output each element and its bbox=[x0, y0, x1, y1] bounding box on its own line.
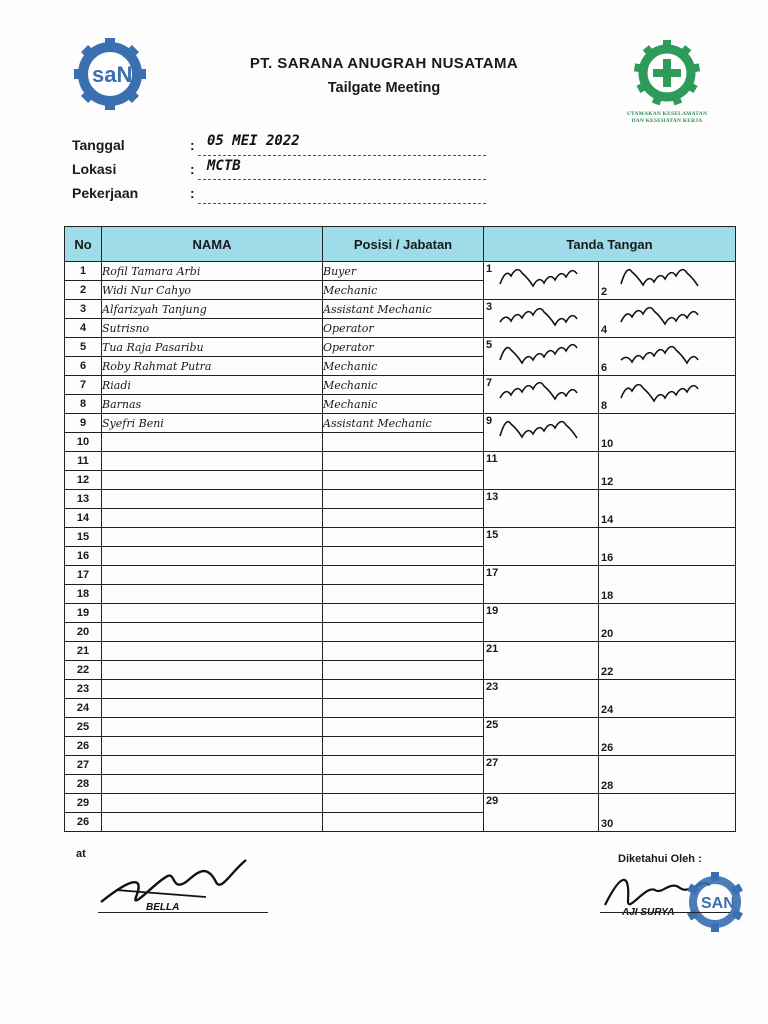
table-row bbox=[65, 604, 736, 623]
row-posisi bbox=[323, 775, 484, 794]
signature-number: 22 bbox=[601, 666, 614, 678]
row-number: 8 bbox=[65, 395, 102, 414]
row-posisi: Operator bbox=[323, 319, 484, 338]
attendance-table bbox=[64, 226, 736, 832]
signature-number: 16 bbox=[601, 552, 614, 564]
row-number: 7 bbox=[65, 376, 102, 395]
row-nama: Syefri Beni bbox=[102, 414, 323, 433]
signature-number: 25 bbox=[486, 719, 499, 731]
signature-number: 14 bbox=[601, 514, 614, 526]
left-signature-line bbox=[98, 912, 268, 913]
table-row bbox=[65, 414, 736, 433]
signature-number: 8 bbox=[601, 400, 608, 412]
signature-cell-left bbox=[484, 718, 599, 756]
lokasi-label: Lokasi bbox=[72, 161, 117, 177]
signature-cell-right bbox=[599, 566, 736, 604]
signature-cell-left bbox=[484, 642, 599, 680]
signature-number: 1 bbox=[486, 263, 493, 275]
row-nama bbox=[102, 623, 323, 642]
signature-mark bbox=[617, 340, 717, 370]
row-number: 13 bbox=[65, 490, 102, 509]
row-posisi: Assistant Mechanic bbox=[323, 300, 484, 319]
signature-cell-left bbox=[484, 376, 599, 414]
tanggal-label: Tanggal bbox=[72, 137, 125, 153]
stamp-text: SAN bbox=[701, 895, 735, 912]
row-nama bbox=[102, 604, 323, 623]
row-number: 15 bbox=[65, 528, 102, 547]
lokasi-value: MCTB bbox=[207, 158, 241, 174]
row-posisi bbox=[323, 433, 484, 452]
signature-cell-left bbox=[484, 794, 599, 832]
row-posisi bbox=[323, 680, 484, 699]
row-posisi bbox=[323, 737, 484, 756]
signature-number: 6 bbox=[601, 362, 608, 374]
tanggal-line bbox=[198, 155, 486, 156]
company-logo bbox=[74, 38, 170, 110]
pekerjaan-label: Pekerjaan bbox=[72, 185, 139, 201]
signature-number: 17 bbox=[486, 567, 499, 579]
row-posisi bbox=[323, 452, 484, 471]
row-nama: Riadi bbox=[102, 376, 323, 395]
signature-number: 27 bbox=[486, 757, 499, 769]
signature-number: 11 bbox=[486, 453, 498, 465]
signature-cell-right bbox=[599, 604, 736, 642]
left-signer-name: BELLA bbox=[146, 902, 180, 913]
signature-number: 26 bbox=[601, 742, 614, 754]
left-signature bbox=[96, 852, 266, 914]
table-row bbox=[65, 528, 736, 547]
signature-cell-right bbox=[599, 756, 736, 794]
row-posisi bbox=[323, 699, 484, 718]
table-body bbox=[65, 262, 736, 832]
row-posisi: Mechanic bbox=[323, 376, 484, 395]
row-nama: Tua Raja Pasaribu bbox=[102, 338, 323, 357]
row-number: 29 bbox=[65, 794, 102, 813]
signature-cell-left bbox=[484, 414, 599, 452]
row-nama bbox=[102, 433, 323, 452]
signature-cell-right bbox=[599, 680, 736, 718]
signature-mark bbox=[496, 416, 596, 446]
signature-number: 23 bbox=[486, 681, 499, 693]
row-posisi bbox=[323, 528, 484, 547]
table-row bbox=[65, 566, 736, 585]
company-name: PT. SARANA ANUGRAH NUSATAMA bbox=[249, 55, 519, 72]
signature-mark bbox=[617, 264, 717, 294]
table-row bbox=[65, 376, 736, 395]
signature-mark bbox=[617, 302, 717, 332]
row-posisi bbox=[323, 490, 484, 509]
row-posisi bbox=[323, 585, 484, 604]
signature-number: 9 bbox=[486, 415, 493, 427]
signature-cell-left bbox=[484, 262, 599, 300]
row-nama: Sutrisno bbox=[102, 319, 323, 338]
row-nama bbox=[102, 775, 323, 794]
signature-cell-right bbox=[599, 718, 736, 756]
footer-left-label: at bbox=[76, 848, 86, 860]
row-posisi bbox=[323, 604, 484, 623]
row-nama: Widi Nur Cahyo bbox=[102, 281, 323, 300]
header-nama: NAMA bbox=[102, 227, 323, 262]
signature-cell-left bbox=[484, 338, 599, 376]
k3-caption-2: DAN KESEHATAN KERJA bbox=[631, 118, 703, 124]
row-nama bbox=[102, 452, 323, 471]
row-number: 1 bbox=[65, 262, 102, 281]
company-stamp bbox=[687, 872, 743, 932]
row-posisi bbox=[323, 566, 484, 585]
row-nama bbox=[102, 509, 323, 528]
signature-mark bbox=[496, 378, 596, 408]
row-nama: Barnas bbox=[102, 395, 323, 414]
signature-number: 3 bbox=[486, 301, 493, 313]
row-number: 9 bbox=[65, 414, 102, 433]
row-nama bbox=[102, 794, 323, 813]
row-nama bbox=[102, 756, 323, 775]
pekerjaan-line bbox=[198, 203, 486, 204]
row-nama bbox=[102, 661, 323, 680]
signature-number: 19 bbox=[486, 605, 499, 617]
right-signer-name: AJI SURYA bbox=[622, 907, 675, 918]
row-nama: Rofil Tamara Arbi bbox=[102, 262, 323, 281]
signature-cell-right bbox=[599, 528, 736, 566]
row-posisi bbox=[323, 661, 484, 680]
signature-cell-left bbox=[484, 680, 599, 718]
signature-number: 13 bbox=[486, 491, 499, 503]
row-posisi: Buyer bbox=[323, 262, 484, 281]
signature-cell-right bbox=[599, 794, 736, 832]
row-number: 18 bbox=[65, 585, 102, 604]
row-number: 26 bbox=[65, 737, 102, 756]
signature-cell-left bbox=[484, 528, 599, 566]
row-posisi bbox=[323, 623, 484, 642]
signature-mark bbox=[496, 302, 596, 332]
row-posisi bbox=[323, 718, 484, 737]
row-posisi: Mechanic bbox=[323, 357, 484, 376]
signature-cell-right bbox=[599, 642, 736, 680]
row-number: 17 bbox=[65, 566, 102, 585]
row-number: 20 bbox=[65, 623, 102, 642]
document-title: Tailgate Meeting bbox=[327, 80, 441, 96]
signature-number: 5 bbox=[486, 339, 493, 351]
row-number: 24 bbox=[65, 699, 102, 718]
row-number: 16 bbox=[65, 547, 102, 566]
table-row bbox=[65, 490, 736, 509]
row-nama bbox=[102, 471, 323, 490]
right-signature-line bbox=[600, 912, 730, 913]
row-number: 21 bbox=[65, 642, 102, 661]
row-posisi bbox=[323, 642, 484, 661]
table-row bbox=[65, 642, 736, 661]
signature-number: 28 bbox=[601, 780, 614, 792]
lokasi-colon: : bbox=[190, 161, 195, 177]
row-number: 22 bbox=[65, 661, 102, 680]
row-posisi bbox=[323, 756, 484, 775]
header-tanda-tangan: Tanda Tangan bbox=[484, 227, 736, 262]
row-nama bbox=[102, 547, 323, 566]
row-nama bbox=[102, 642, 323, 661]
tanggal-colon: : bbox=[190, 137, 195, 153]
signature-cell-right bbox=[599, 452, 736, 490]
right-signature bbox=[600, 860, 760, 932]
row-number: 10 bbox=[65, 433, 102, 452]
signature-number: 15 bbox=[486, 529, 499, 541]
row-number: 27 bbox=[65, 756, 102, 775]
k3-logo bbox=[616, 40, 718, 126]
table-header-row bbox=[65, 227, 736, 262]
signature-mark bbox=[617, 378, 717, 408]
header-posisi: Posisi / Jabatan bbox=[323, 227, 484, 262]
signature-cell-left bbox=[484, 566, 599, 604]
row-nama bbox=[102, 699, 323, 718]
row-number: 6 bbox=[65, 357, 102, 376]
row-number: 19 bbox=[65, 604, 102, 623]
signature-cell-left bbox=[484, 452, 599, 490]
signature-number: 7 bbox=[486, 377, 493, 389]
signature-cell-right bbox=[599, 338, 736, 376]
row-nama bbox=[102, 813, 323, 832]
signature-number: 10 bbox=[601, 438, 614, 450]
signature-cell-left bbox=[484, 604, 599, 642]
row-nama: Alfarizyah Tanjung bbox=[102, 300, 323, 319]
row-posisi: Operator bbox=[323, 338, 484, 357]
row-nama bbox=[102, 680, 323, 699]
signature-number: 20 bbox=[601, 628, 614, 640]
signature-mark bbox=[496, 264, 596, 294]
table-row bbox=[65, 262, 736, 281]
table-row bbox=[65, 794, 736, 813]
row-posisi: Mechanic bbox=[323, 395, 484, 414]
row-posisi: Mechanic bbox=[323, 281, 484, 300]
signature-number: 2 bbox=[601, 286, 608, 298]
signature-number: 12 bbox=[601, 476, 614, 488]
signature-number: 18 bbox=[601, 590, 614, 602]
row-nama bbox=[102, 490, 323, 509]
row-posisi: Assistant Mechanic bbox=[323, 414, 484, 433]
row-posisi bbox=[323, 547, 484, 566]
row-number: 3 bbox=[65, 300, 102, 319]
table-row bbox=[65, 452, 736, 471]
signature-cell-right bbox=[599, 262, 736, 300]
row-posisi bbox=[323, 509, 484, 528]
row-number: 14 bbox=[65, 509, 102, 528]
signature-cell-left bbox=[484, 756, 599, 794]
row-number: 4 bbox=[65, 319, 102, 338]
signature-cell-left bbox=[484, 300, 599, 338]
footer-right-label: Diketahui Oleh : bbox=[618, 853, 702, 865]
row-posisi bbox=[323, 813, 484, 832]
row-nama bbox=[102, 718, 323, 737]
signature-mark bbox=[496, 340, 596, 370]
signature-cell-right bbox=[599, 490, 736, 528]
row-number: 28 bbox=[65, 775, 102, 794]
table-row bbox=[65, 300, 736, 319]
signature-number: 24 bbox=[601, 704, 614, 716]
signature-cell-left bbox=[484, 490, 599, 528]
tanggal-value: 05 MEI 2022 bbox=[207, 133, 300, 149]
row-number: 2 bbox=[65, 281, 102, 300]
k3-caption-1: UTAMAKAN KESELAMATAN bbox=[626, 111, 708, 117]
signature-number: 30 bbox=[601, 818, 614, 830]
logo-text: saN bbox=[92, 62, 133, 87]
row-number: 11 bbox=[65, 452, 102, 471]
header-no: No bbox=[65, 227, 102, 262]
row-number: 23 bbox=[65, 680, 102, 699]
row-nama bbox=[102, 737, 323, 756]
row-nama bbox=[102, 528, 323, 547]
row-number: 25 bbox=[65, 718, 102, 737]
table-row bbox=[65, 756, 736, 775]
row-nama: Roby Rahmat Putra bbox=[102, 357, 323, 376]
row-nama bbox=[102, 566, 323, 585]
row-posisi bbox=[323, 471, 484, 490]
table-row bbox=[65, 680, 736, 699]
signature-number: 4 bbox=[601, 324, 608, 336]
lokasi-line bbox=[198, 179, 486, 180]
row-nama bbox=[102, 585, 323, 604]
row-number: 5 bbox=[65, 338, 102, 357]
row-number: 26 bbox=[65, 813, 102, 832]
row-posisi bbox=[323, 794, 484, 813]
signature-cell-right bbox=[599, 414, 736, 452]
table-row bbox=[65, 718, 736, 737]
pekerjaan-colon: : bbox=[190, 185, 195, 201]
row-number: 12 bbox=[65, 471, 102, 490]
signature-cell-right bbox=[599, 376, 736, 414]
signature-cell-right bbox=[599, 300, 736, 338]
table-row bbox=[65, 338, 736, 357]
signature-number: 29 bbox=[486, 795, 499, 807]
signature-number: 21 bbox=[486, 643, 499, 655]
